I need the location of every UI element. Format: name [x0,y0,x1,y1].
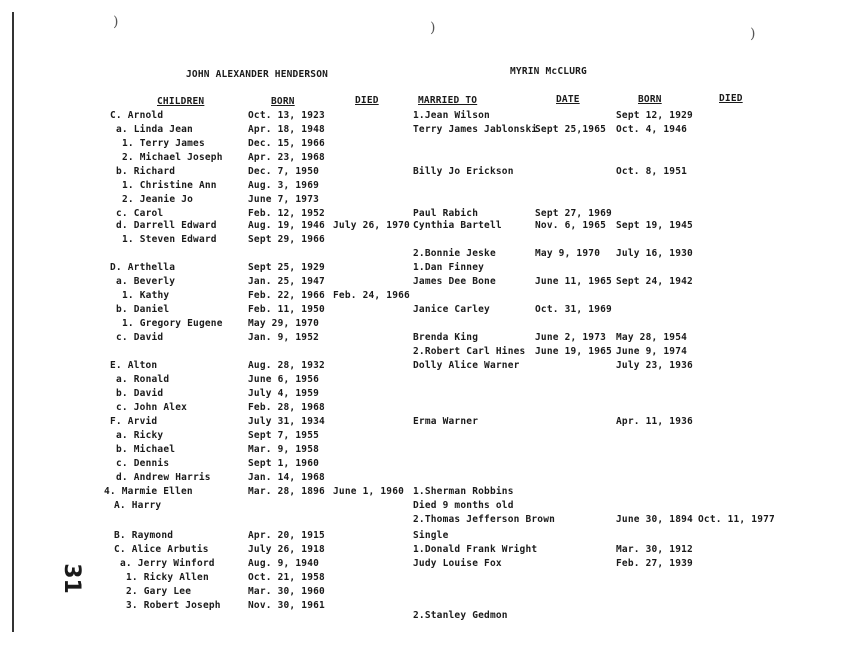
spouse-died: Oct. 11, 1977 [698,514,775,525]
child-born: Mar. 30, 1960 [248,586,325,597]
punch-mark: ) [750,26,756,42]
child-died: July 26, 1970 [333,220,410,231]
child-born: June 7, 1973 [248,194,320,205]
child-born: Feb. 12, 1952 [248,208,325,219]
child-name: D. Arthella [110,262,176,273]
spouse-name: Single [413,530,449,541]
spouse-name: 2.Thomas Jefferson Brown [413,514,556,525]
child-name: F. Arvid [110,416,158,427]
child-name: c. Dennis [116,458,170,469]
marriage-date: Sept 25,1965 [535,124,607,135]
child-name: b. Richard [116,166,176,177]
child-born: Feb. 11, 1950 [248,304,325,315]
spouse-name: Judy Louise Fox [413,558,502,569]
spouse-name: Dolly Alice Warner [413,360,520,371]
child-born: Aug. 19, 1946 [248,220,325,231]
child-name: a. Jerry Winford [120,558,215,569]
child-born: Aug. 3, 1969 [248,180,320,191]
child-born: Sept 7, 1955 [248,430,320,441]
child-name: A. Harry [114,500,162,511]
spouse-name: Billy Jo Erickson [413,166,514,177]
child-born: Feb. 28, 1968 [248,402,325,413]
child-name: 1. Christine Ann [122,180,217,191]
spouse-name: 1.Dan Finney [413,262,485,273]
marriage-date: Oct. 31, 1969 [535,304,612,315]
child-name: 1. Terry James [122,138,205,149]
marriage-date: Nov. 6, 1965 [535,220,607,231]
punch-mark: ) [430,20,436,36]
spouse-name: Cynthia Bartell [413,220,502,231]
spouse-born: Sept 12, 1929 [616,110,693,121]
spouse-name: Paul Rabich [413,208,479,219]
spouse-born: Oct. 4, 1946 [616,124,688,135]
spouse-name: 1.Jean Wilson [413,110,490,121]
page-number: 31 [58,563,84,594]
header-died: DIED [355,95,379,106]
header-date: DATE [556,94,580,105]
child-born: July 26, 1918 [248,544,325,555]
child-born: July 4, 1959 [248,388,320,399]
child-born: Sept 29, 1966 [248,234,325,245]
child-name: a. Ronald [116,374,170,385]
child-name: d. Andrew Harris [116,472,211,483]
child-born: Aug. 9, 1940 [248,558,320,569]
child-name: 2. Gary Lee [126,586,192,597]
child-born: Aug. 28, 1932 [248,360,325,371]
child-name: d. Darrell Edward [116,220,217,231]
child-name: 4. Marmie Ellen [104,486,193,497]
child-born: Nov. 30, 1961 [248,600,325,611]
child-born: Sept 1, 1960 [248,458,320,469]
spouse-name: 1.Sherman Robbins [413,486,514,497]
child-name: 1. Ricky Allen [126,572,209,583]
child-born: Oct. 21, 1958 [248,572,325,583]
child-born: June 6, 1956 [248,374,320,385]
child-name: b. David [116,388,164,399]
child-died: June 1, 1960 [333,486,405,497]
spouse-born: Sept 24, 1942 [616,276,693,287]
header-died-spouse: DIED [719,93,743,104]
child-name: c. John Alex [116,402,188,413]
child-name: 2. Jeanie Jo [122,194,194,205]
child-born: Oct. 13, 1923 [248,110,325,121]
header-children: CHILDREN [157,96,205,107]
spouse-born: July 16, 1930 [616,248,693,259]
child-name: B. Raymond [114,530,174,541]
child-born: Jan. 25, 1947 [248,276,325,287]
child-name: a. Linda Jean [116,124,193,135]
child-name: 2. Michael Joseph [122,152,223,163]
child-name: a. Ricky [116,430,164,441]
child-name: 3. Robert Joseph [126,600,221,611]
child-born: Dec. 7, 1950 [248,166,320,177]
child-born: Mar. 9, 1958 [248,444,320,455]
child-name: c. Carol [116,208,164,219]
spouse-born: Oct. 8, 1951 [616,166,688,177]
marriage-date: June 11, 1965 [535,276,612,287]
header-married-to: MARRIED TO [418,95,478,106]
child-born: July 31, 1934 [248,416,325,427]
marriage-date: June 19, 1965 [535,346,612,357]
spouse-born: June 9, 1974 [616,346,688,357]
spouse-born: May 28, 1954 [616,332,688,343]
child-name: E. Alton [110,360,158,371]
child-born: Apr. 20, 1915 [248,530,325,541]
spouse-name: Died 9 months old [413,500,514,511]
header-born: BORN [271,96,295,107]
child-born: Apr. 18, 1948 [248,124,325,135]
child-name: C. Arnold [110,110,164,121]
marriage-date: Sept 27, 1969 [535,208,612,219]
header-born-spouse: BORN [638,94,662,105]
spouse-born: June 30, 1894 [616,514,693,525]
spouse-name: 2.Bonnie Jeske [413,248,496,259]
left-title: JOHN ALEXANDER HENDERSON [186,69,329,80]
child-born: Jan. 9, 1952 [248,332,320,343]
spouse-name: 2.Robert Carl Hines [413,346,526,357]
child-name: c. David [116,332,164,343]
spouse-born: July 23, 1936 [616,360,693,371]
spouse-name: Erma Warner [413,416,479,427]
child-born: Dec. 15, 1966 [248,138,325,149]
spouse-name: 2.Stanley Gedmon [413,610,508,621]
child-name: 1. Gregory Eugene [122,318,223,329]
spouse-name: 1.Donald Frank Wright [413,544,538,555]
child-name: 1. Steven Edward [122,234,217,245]
child-name: 1. Kathy [122,290,170,301]
spouse-name: Janice Carley [413,304,490,315]
child-born: May 29, 1970 [248,318,320,329]
child-born: Apr. 23, 1968 [248,152,325,163]
child-born: Sept 25, 1929 [248,262,325,273]
child-name: a. Beverly [116,276,176,287]
spouse-born: Apr. 11, 1936 [616,416,693,427]
spouse-born: Mar. 30, 1912 [616,544,693,555]
child-born: Feb. 22, 1966 [248,290,325,301]
spouse-born: Feb. 27, 1939 [616,558,693,569]
child-born: Jan. 14, 1968 [248,472,325,483]
child-name: b. Michael [116,444,176,455]
child-name: b. Daniel [116,304,170,315]
child-name: C. Alice Arbutis [114,544,209,555]
punch-mark: ) [113,14,119,30]
marriage-date: June 2, 1973 [535,332,607,343]
left-margin-line [12,12,14,632]
spouse-name: Terry James Jablonski [413,124,538,135]
spouse-name: James Dee Bone [413,276,496,287]
child-died: Feb. 24, 1966 [333,290,410,301]
spouse-name: Brenda King [413,332,479,343]
marriage-date: May 9, 1970 [535,248,601,259]
spouse-born: Sept 19, 1945 [616,220,693,231]
child-born: Mar. 28, 1896 [248,486,325,497]
right-title: MYRIN McCLURG [510,66,587,77]
